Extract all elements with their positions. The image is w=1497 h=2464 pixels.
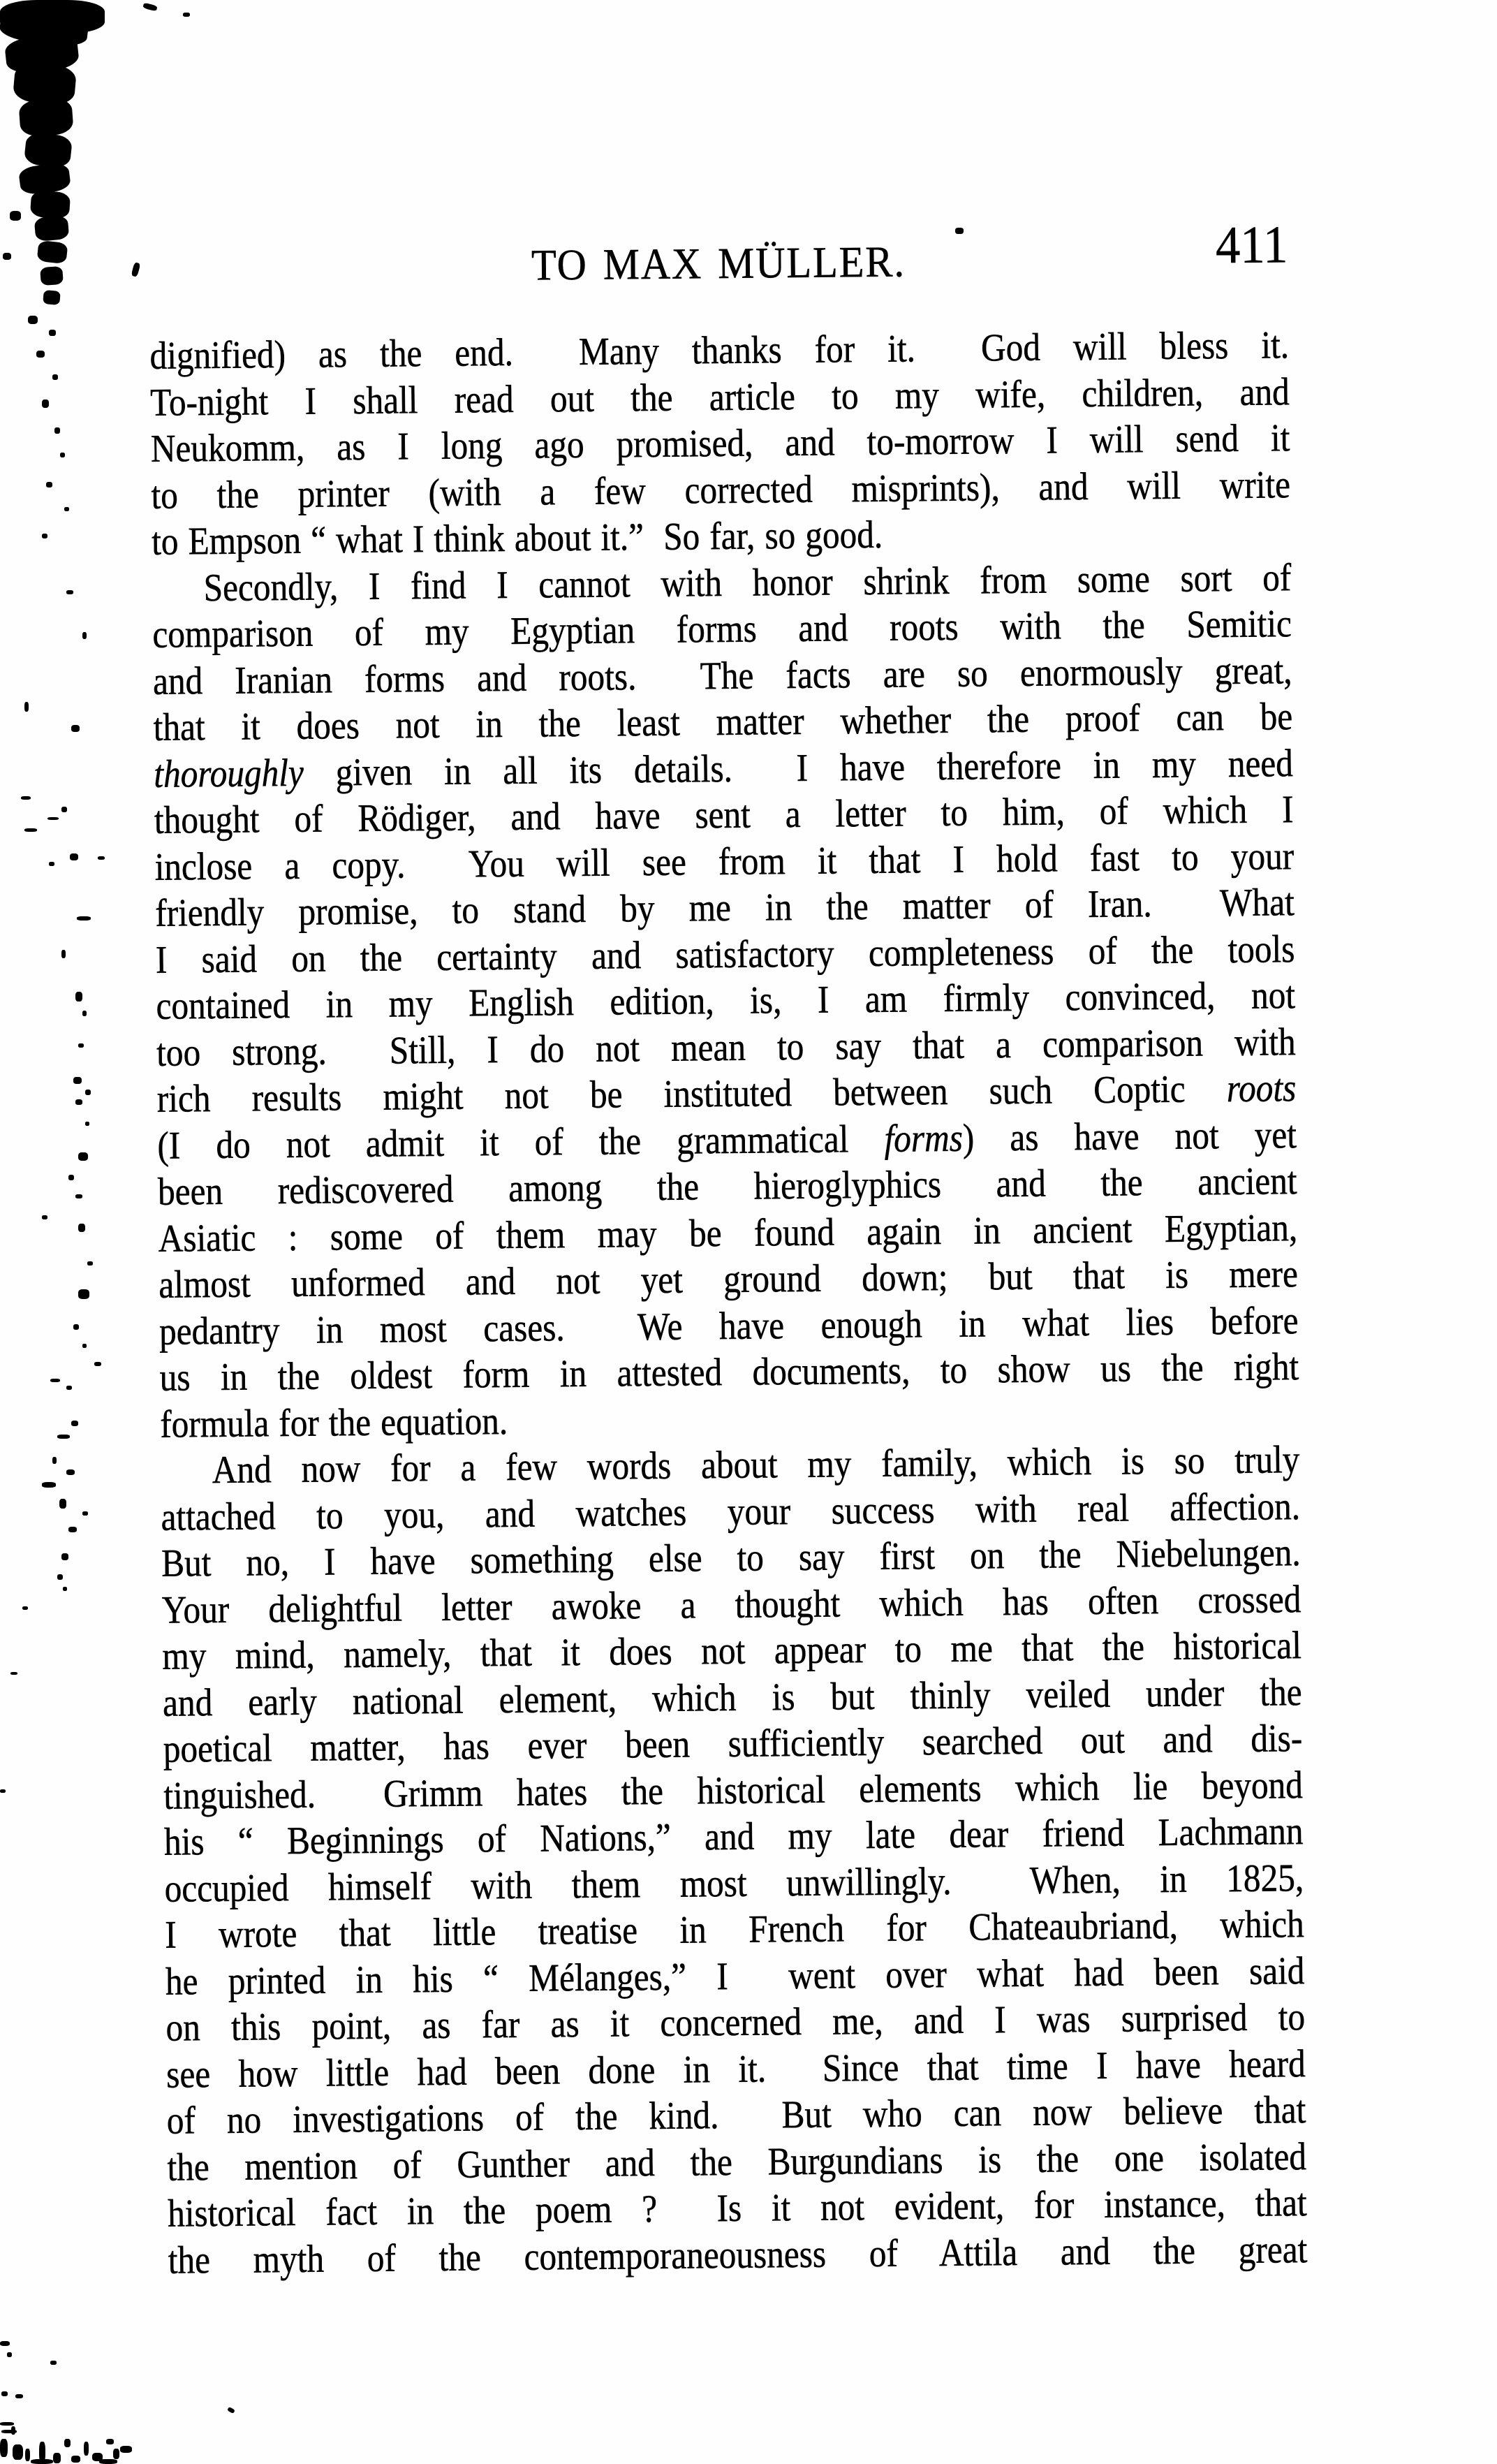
ink-speck-artifact bbox=[0, 2341, 10, 2346]
ink-speck-artifact bbox=[73, 1324, 79, 1330]
ink-speck-artifact bbox=[49, 862, 54, 866]
ink-speck-artifact bbox=[18, 162, 71, 196]
text-line: historical fact in the poem ? Is it not evident, for instance, that bbox=[167, 2181, 1307, 2236]
ink-speck-artifact bbox=[24, 828, 37, 832]
ink-speck-artifact bbox=[30, 190, 71, 219]
ink-speck-artifact bbox=[25, 2449, 30, 2461]
ink-speck-artifact bbox=[37, 240, 68, 264]
ink-speck-artifact bbox=[42, 399, 49, 408]
ink-speck-artifact bbox=[82, 632, 87, 639]
ink-speck-artifact bbox=[42, 1482, 56, 1488]
text-line: that it does not in the least matter whether the proof can be bbox=[153, 695, 1293, 749]
ink-speck-artifact bbox=[85, 1122, 89, 1126]
ink-speck-artifact bbox=[1, 2391, 8, 2396]
ink-speck-artifact bbox=[13, 61, 78, 105]
ink-speck-artifact bbox=[10, 1672, 17, 1675]
ink-speck-artifact bbox=[78, 1152, 88, 1161]
ink-speck-artifact bbox=[71, 1421, 78, 1426]
ink-speck-artifact bbox=[82, 1511, 88, 1516]
ink-speck-artifact bbox=[61, 950, 66, 958]
ink-speck-artifact bbox=[24, 702, 29, 712]
ink-speck-artifact bbox=[66, 590, 73, 594]
ink-speck-artifact bbox=[82, 1011, 87, 1016]
ink-speck-artifact bbox=[70, 853, 78, 860]
ink-speck-artifact bbox=[18, 97, 73, 137]
text-line: poetical matter, has ever been sufficiently searched out and dis- bbox=[163, 1717, 1303, 1771]
text-line: the myth of the contemporaneousness of Attila and the great bbox=[168, 2227, 1308, 2282]
ink-speck-artifact bbox=[22, 1606, 28, 1610]
ink-speck-artifact bbox=[82, 1344, 87, 1348]
ink-speck-artifact bbox=[113, 2449, 119, 2459]
page-number: 411 bbox=[1215, 215, 1288, 275]
text-line: contained in my English edition, is, I am firmly convinced, not bbox=[156, 974, 1296, 1028]
ink-speck-artifact bbox=[7, 2352, 12, 2357]
ink-speck-artifact bbox=[66, 1386, 72, 1390]
ink-speck-artifact bbox=[50, 2361, 57, 2365]
ink-speck-artifact bbox=[77, 916, 91, 921]
ink-speck-artifact bbox=[43, 290, 61, 305]
ink-speck-artifact bbox=[10, 211, 21, 221]
running-header: TO MAX MÜLLER. bbox=[531, 237, 906, 290]
text-line: friendly promise, to stand by me in the matter of Iran. What bbox=[154, 881, 1295, 935]
text-line: see how little had been done in it. Since that time I have heard bbox=[165, 2041, 1306, 2097]
ink-speck-artifact bbox=[92, 2453, 103, 2461]
ink-speck-artifact bbox=[3, 253, 11, 260]
text-line: comparison of my Egyptian forms and roots with the Semitic bbox=[152, 602, 1292, 657]
ink-speck-artifact bbox=[85, 1090, 91, 1095]
text-line: and Iranian forms and roots. The facts are so enormously great, bbox=[152, 648, 1292, 703]
ink-speck-artifact bbox=[52, 374, 58, 380]
text-line: Neukomm, as I long ago promised, and to-morrow I will send it bbox=[150, 416, 1290, 471]
ink-speck-artifact bbox=[1, 2430, 17, 2433]
body-text bbox=[149, 322, 1307, 2284]
ink-speck-artifact bbox=[63, 1587, 67, 1591]
text-line: almost unformed and not yet ground down; but that is mere bbox=[158, 1252, 1299, 1307]
ink-speck-artifact bbox=[34, 215, 70, 242]
text-line: Asiatic : some of them may be found again in ancient Egyptian, bbox=[158, 1205, 1298, 1261]
text-line: attached to you, and watches your success with real affection. bbox=[161, 1484, 1301, 1539]
ink-speck-artifact bbox=[28, 316, 38, 324]
ink-speck-artifact bbox=[64, 2439, 71, 2447]
ink-speck-artifact bbox=[120, 2446, 132, 2453]
ink-speck-artifact bbox=[68, 1527, 77, 1532]
ink-speck-artifact bbox=[78, 1224, 85, 1232]
ink-speck-artifact bbox=[60, 453, 65, 457]
text-line: to Empson “ what I think about it.” So far, so good. bbox=[151, 513, 883, 564]
ink-speck-artifact bbox=[78, 1289, 89, 1299]
ink-speck-artifact bbox=[75, 1099, 82, 1105]
text-line: I wrote that little treatise in French for Chateaubriand, which bbox=[165, 1902, 1305, 1957]
ink-speck-artifact bbox=[15, 2394, 23, 2398]
text-line: to the printer (with a few corrected misprints), and will write bbox=[151, 462, 1291, 518]
ink-speck-artifact bbox=[71, 725, 80, 732]
text-line: (I do not admit it of the grammatical forms) as have not yet bbox=[157, 1113, 1297, 1168]
ink-speck-artifact bbox=[0, 7, 89, 48]
text-line: he printed in his “ Mélanges,” I went over what had been said bbox=[165, 1949, 1305, 2004]
text-line: pedantry in most cases. We have enough in what lies before bbox=[158, 1298, 1299, 1354]
ink-speck-artifact bbox=[52, 1457, 57, 1464]
text-line: the mention of Gunther and the Burgundians is the one isolated bbox=[167, 2134, 1307, 2190]
ink-speck-artifact bbox=[0, 0, 105, 34]
ink-speck-artifact bbox=[54, 427, 60, 434]
text-line: my mind, namely, that it does not appear to me that the historical bbox=[162, 1624, 1302, 1678]
text-line: Your delightful letter awoke a thought which has often crossed bbox=[161, 1577, 1301, 1632]
text-line: To-night I shall read out the article to my wife, children, and bbox=[149, 369, 1290, 425]
text-line: formula for the equation. bbox=[160, 1399, 508, 1446]
text-line: and early national element, which is but thinly veiled under the bbox=[162, 1670, 1302, 1725]
ink-speck-artifact bbox=[84, 2442, 89, 2456]
ink-speck-artifact bbox=[49, 330, 56, 336]
ink-speck-artifact bbox=[106, 2439, 114, 2444]
ink-speck-artifact bbox=[0, 1789, 6, 1793]
text-line: And now for a few words about my family, which is so truly bbox=[212, 1438, 1300, 1493]
ink-speck-artifact bbox=[57, 1574, 63, 1580]
ink-speck-artifact bbox=[11, 2426, 15, 2435]
ink-speck-artifact bbox=[39, 2442, 45, 2463]
text-line: been rediscovered among the hieroglyphics and the ancient bbox=[157, 1159, 1297, 1214]
ink-speck-artifact bbox=[59, 1499, 66, 1509]
ink-speck-artifact bbox=[24, 132, 73, 169]
ink-speck-artifact bbox=[40, 266, 64, 286]
text-line: his “ Beginnings of Nations,” and my late dear friend Lachmann bbox=[163, 1810, 1304, 1864]
ink-speck-artifact bbox=[73, 1077, 82, 1084]
ink-speck-artifact bbox=[57, 1435, 70, 1439]
ink-speck-artifact bbox=[13, 2444, 23, 2460]
ink-speck-artifact bbox=[61, 807, 67, 812]
ink-speck-artifact bbox=[31, 2459, 53, 2464]
ink-speck-artifact bbox=[94, 1362, 101, 1366]
ink-speck-artifact bbox=[71, 2456, 80, 2463]
ink-speck-artifact bbox=[53, 2453, 61, 2463]
ink-speck-artifact bbox=[46, 482, 52, 487]
ink-speck-artifact bbox=[66, 1469, 75, 1475]
text-line: thoroughly given in all its details. I have therefore in my need bbox=[154, 741, 1294, 796]
ink-speck-artifact bbox=[98, 856, 105, 860]
ink-speck-artifact bbox=[50, 1379, 60, 1382]
text-line: dignified) as the end. Many thanks for it. God will bless it. bbox=[149, 323, 1290, 378]
ink-speck-artifact bbox=[0, 2439, 8, 2457]
text-line: us in the oldest form in attested documents, to show us the right bbox=[159, 1345, 1299, 1400]
ink-speck-artifact bbox=[64, 507, 69, 511]
ink-speck-artifact bbox=[75, 1194, 82, 1198]
ink-speck-artifact bbox=[21, 796, 31, 800]
ink-speck-artifact bbox=[99, 2459, 117, 2464]
text-line: rich results might not be instituted between such Coptic roots bbox=[156, 1066, 1297, 1121]
ink-speck-artifact bbox=[42, 534, 47, 538]
ink-speck-artifact bbox=[0, 2422, 14, 2426]
ink-speck-artifact bbox=[36, 351, 45, 358]
ink-speck-artifact bbox=[61, 1553, 68, 1560]
ink-speck-artifact bbox=[87, 1261, 93, 1266]
ink-speck-artifact bbox=[75, 992, 82, 1002]
text-line: too strong. Still, I do not mean to say that a comparison with bbox=[156, 1020, 1296, 1075]
text-line: of no investigations of the kind. But who can now believe that bbox=[166, 2088, 1306, 2143]
text-line: I said on the certainty and satisfactory completeness of the tools bbox=[155, 927, 1295, 982]
page-content bbox=[147, 0, 1309, 2464]
ink-speck-artifact bbox=[131, 262, 141, 277]
text-line: inclose a copy. You will see from it that I hold fast to your bbox=[154, 834, 1295, 889]
ink-speck-artifact bbox=[42, 1215, 47, 1219]
text-line: occupied himself with them most unwillingly. When, in 1825, bbox=[164, 1856, 1304, 1911]
text-line: thought of Rödiger, and have sent a letter to him, of which I bbox=[154, 788, 1294, 842]
ink-speck-artifact bbox=[47, 817, 59, 820]
text-line: Secondly, I find I cannot with honor shrink from some sort of bbox=[203, 555, 1292, 610]
text-line: But no, I have something else to say first on the Niebelungen. bbox=[161, 1531, 1301, 1585]
text-line: on this point, as far as it concerned me, and I was surprised to bbox=[165, 1995, 1306, 2050]
ink-speck-artifact bbox=[4, 33, 80, 75]
text-line: tinguished. Grimm hates the historical elements which lie beyond bbox=[163, 1763, 1304, 1818]
ink-speck-artifact bbox=[68, 1175, 74, 1180]
ink-speck-artifact bbox=[78, 1043, 84, 1048]
